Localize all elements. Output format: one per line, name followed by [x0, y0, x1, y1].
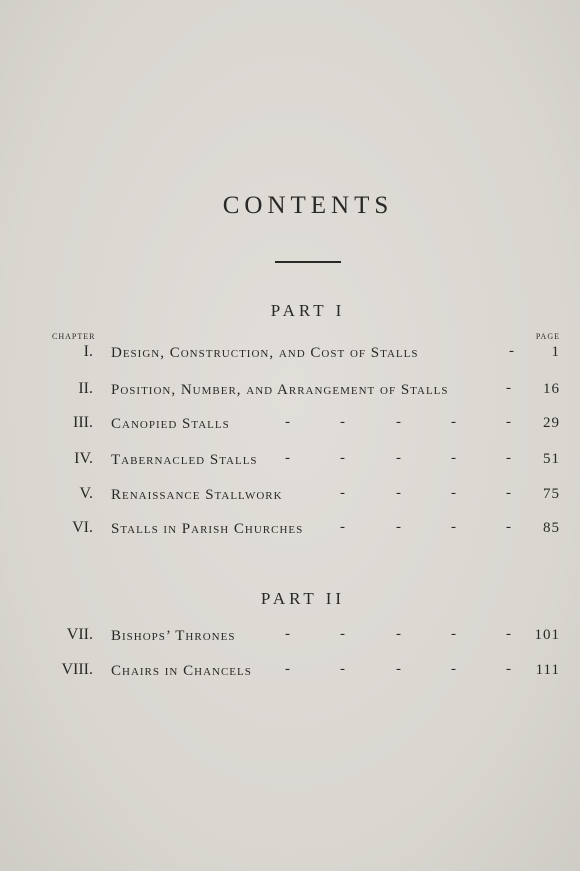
toc-entry[interactable] — [0, 626, 580, 650]
toc-entry[interactable] — [0, 343, 580, 367]
chapter-column-label: CHAPTER — [52, 332, 96, 341]
chapter-number: III. — [73, 414, 93, 431]
leader-dash: - — [396, 450, 401, 466]
chapter-number: VIII. — [61, 661, 93, 678]
chapter-title: Position, Number, and Arrangement of Stalls — [111, 382, 449, 398]
toc-entry[interactable] — [0, 380, 580, 404]
leader-dash: - — [506, 626, 511, 642]
leader-dash: - — [340, 450, 345, 466]
leader-dash: - — [396, 626, 401, 642]
page-title: CONTENTS — [222, 192, 394, 219]
leader-dash: - — [506, 661, 511, 677]
leader-dash: - — [451, 519, 456, 535]
chapter-number: V. — [79, 485, 93, 502]
leader-dash: - — [396, 661, 401, 677]
part-two-heading: PART II — [260, 589, 346, 608]
chapter-title: Tabernacled Stalls — [111, 452, 258, 468]
chapter-number: VI. — [72, 519, 93, 536]
page-number: 1 — [551, 344, 560, 360]
chapter-number: IV. — [74, 450, 93, 467]
leader-dash: - — [451, 485, 456, 501]
chapter-number: VII. — [66, 626, 93, 643]
toc-entry[interactable] — [0, 414, 580, 438]
leader-dash: - — [506, 414, 511, 430]
leader-dash: - — [506, 485, 511, 501]
leader-dash: - — [506, 450, 511, 466]
leader-dash: - — [285, 626, 290, 642]
leader-dash: - — [396, 485, 401, 501]
leader-dash: - — [451, 661, 456, 677]
page-number: 29 — [543, 415, 560, 431]
leader-dash: - — [451, 414, 456, 430]
leader-dash: - — [506, 519, 511, 535]
leader-dash: - — [396, 519, 401, 535]
page-number: 111 — [535, 662, 560, 678]
chapter-title: Chairs in Chancels — [111, 663, 252, 679]
page-number: 85 — [543, 520, 560, 536]
page-number: 16 — [543, 381, 560, 397]
leader-dash: - — [340, 626, 345, 642]
chapter-title: Bishops’ Thrones — [111, 628, 236, 644]
chapter-number: I. — [83, 343, 93, 360]
leader-dash: - — [509, 343, 514, 359]
toc-entry[interactable] — [0, 519, 580, 543]
leader-dash: - — [340, 519, 345, 535]
toc-entry[interactable] — [0, 485, 580, 509]
page-column-label: PAGE — [535, 332, 560, 341]
leader-dash: - — [285, 414, 290, 430]
title-divider — [275, 261, 341, 263]
page-number: 75 — [543, 486, 560, 502]
toc-entry[interactable] — [0, 661, 580, 685]
leader-dash: - — [340, 661, 345, 677]
leader-dash: - — [285, 661, 290, 677]
page-number: 101 — [534, 627, 560, 643]
toc-entry[interactable] — [0, 450, 580, 474]
chapter-title: Design, Construction, and Cost of Stalls — [111, 345, 419, 361]
page-number: 51 — [543, 451, 560, 467]
chapter-title: Stalls in Parish Churches — [111, 521, 304, 537]
leader-dash: - — [451, 450, 456, 466]
leader-dash: - — [396, 414, 401, 430]
part-one-heading: PART I — [270, 301, 346, 320]
leader-dash: - — [340, 485, 345, 501]
leader-dash: - — [451, 626, 456, 642]
chapter-title: Canopied Stalls — [111, 416, 230, 432]
chapter-number: II. — [78, 380, 93, 397]
leader-dash: - — [285, 450, 290, 466]
leader-dash: - — [506, 380, 511, 396]
chapter-title: Renaissance Stallwork — [111, 487, 283, 503]
leader-dash: - — [340, 414, 345, 430]
